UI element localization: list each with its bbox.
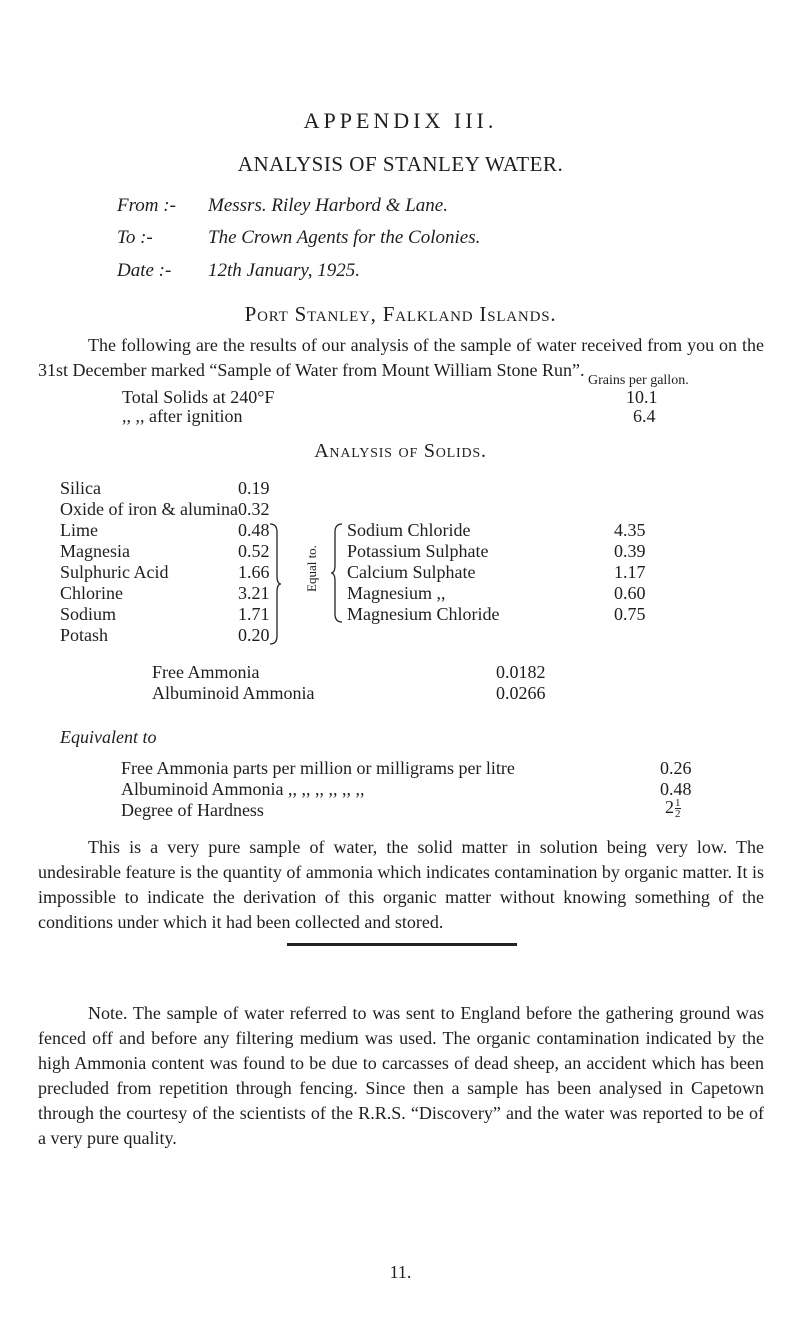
place-heading: Port Stanley, Falkland Islands. <box>244 302 557 326</box>
analysis-left-row: Oxide of iron & alumina <box>60 499 238 519</box>
analysis-left-row: Chlorine <box>60 583 123 603</box>
analysis-right-row: Calcium Sulphate <box>347 562 476 582</box>
analysis-left-value: 1.66 <box>238 562 270 582</box>
date-value: 12th January, 1925. <box>208 260 360 281</box>
analysis-right-row: Potassium Sulphate <box>347 541 489 561</box>
equivalent-row-label: Degree of Hardness <box>121 800 264 820</box>
free-ammonia-label: Free Ammonia <box>152 662 260 682</box>
analysis-left-value: 3.21 <box>238 583 270 603</box>
analysis-left-value: 0.52 <box>238 541 270 561</box>
total-solids-label: Total Solids at 240°F <box>122 387 275 407</box>
analysis-heading: Analysis of Solids. <box>314 440 487 462</box>
appendix-heading: APPENDIX III. <box>303 108 498 133</box>
date-label: Date :- <box>117 260 172 281</box>
analysis-right-row: Magnesium ,, <box>347 583 446 603</box>
analysis-right-value: 0.39 <box>614 541 646 561</box>
hardness-fraction <box>675 798 681 819</box>
analysis-right-value: 0.75 <box>614 604 646 624</box>
document-title: ANALYSIS OF STANLEY WATER. <box>237 152 564 176</box>
albuminoid-ammonia-value: 0.0266 <box>496 683 546 703</box>
to-label: To :- <box>117 227 153 248</box>
analysis-left-value: 0.32 <box>238 499 270 519</box>
equivalent-row-label: Albuminoid Ammonia ,, ,, ,, ,, ,, ,, <box>121 779 365 799</box>
note-paragraph <box>38 1001 764 1151</box>
analysis-left-row: Sulphuric Acid <box>60 562 169 582</box>
from-value: Messrs. Riley Harbord & Lane. <box>208 195 448 216</box>
equivalent-row-label: Free Ammonia parts per million or milligrams per litre <box>121 758 515 778</box>
intro-text: The following are the results of our analysis of the sample of water received from you on the 31st December marked “Sample of Water from Mount William Stone Run”. <box>38 335 764 380</box>
from-label: From :- <box>117 195 176 216</box>
analysis-left-value: 0.48 <box>238 520 270 540</box>
after-ignition-label: ,, ,, after ignition <box>122 406 243 426</box>
analysis-right-row: Sodium Chloride <box>347 520 471 540</box>
analysis-left-row: Lime <box>60 520 98 540</box>
fraction-denominator: 2 <box>675 808 681 821</box>
page-number: 11. <box>389 1262 412 1282</box>
total-solids-value: 10.1 <box>626 387 658 407</box>
equivalent-row-value: 0.48 <box>660 779 692 799</box>
unit-header: Grains per gallon. <box>588 373 689 388</box>
analysis-left-value: 1.71 <box>238 604 270 624</box>
after-ignition-value: 6.4 <box>633 406 656 426</box>
equivalent-heading: Equivalent to <box>60 727 157 747</box>
note-text: Note. The sample of water referred to was sent to England before the gathering ground was fenced off and before any filtering medium was used. The organic contamination indicated by the high Ammonia content was found to be due to carcasses of dead sheep, an accident which has been precluded from repetition through fencing. Since then a sample has been analysed in Capetown through the courtesy of the scientists of the R.R.S. “Discovery” and the water was reported to be of a very pure quality. <box>38 1003 764 1148</box>
fraction-numerator: 1 <box>675 797 681 810</box>
analysis-right-value: 1.17 <box>614 562 646 582</box>
hardness-whole: 2 <box>665 797 674 817</box>
albuminoid-ammonia-label: Albuminoid Ammonia <box>152 683 315 703</box>
analysis-left-row: Silica <box>60 478 101 498</box>
section-divider <box>287 943 517 946</box>
equivalent-row-value: 0.26 <box>660 758 692 778</box>
to-value: The Crown Agents for the Colonies. <box>208 227 481 248</box>
equal-to-label: Equal to. <box>304 545 319 592</box>
right-brace <box>330 522 344 624</box>
analysis-left-value: 0.19 <box>238 478 270 498</box>
analysis-right-row: Magnesium Chloride <box>347 604 500 624</box>
free-ammonia-value: 0.0182 <box>496 662 546 682</box>
analysis-right-value: 0.60 <box>614 583 646 603</box>
analysis-left-row: Potash <box>60 625 109 645</box>
hardness-value <box>665 797 681 819</box>
conclusion-text: This is a very pure sample of water, the solid matter in solution being very low. The undesirable feature is the quantity of ammonia which indicates contamination by organic matter. It is impossible to indicate the derivation of this organic matter without knowing something of the conditions under which it had been collected and stored. <box>38 837 764 932</box>
conclusion-paragraph <box>38 835 764 935</box>
analysis-right-value: 4.35 <box>614 520 646 540</box>
analysis-left-value: 0.20 <box>238 625 270 645</box>
analysis-left-row: Magnesia <box>60 541 130 561</box>
analysis-left-row: Sodium <box>60 604 117 624</box>
left-brace <box>268 522 282 646</box>
